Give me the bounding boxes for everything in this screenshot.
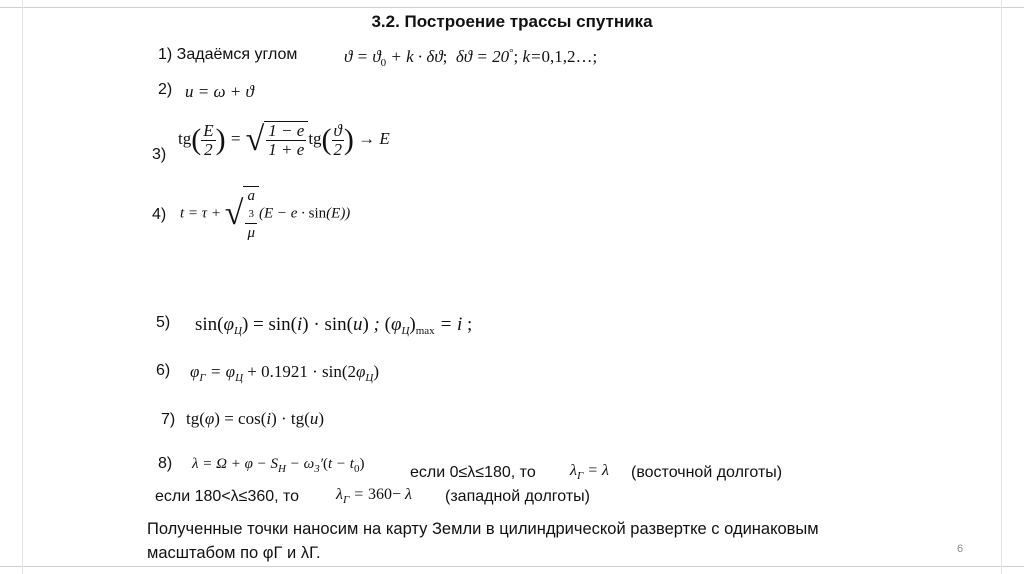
footer-text: Полученные точки наносим на карту Земли в цилиндрической развертке с одинаковым масштабом по φГ и λГ. bbox=[147, 520, 819, 562]
slide-bottom-border bbox=[0, 566, 1024, 567]
slide-right-border bbox=[1001, 0, 1002, 574]
formula-4: t = τ + √ a 3 μ (E − e · sin(E)) bbox=[180, 188, 351, 241]
formula-3: tg( $\frac{E}{2}$ ) = √ $\frac{1 - e}{1 + e}$ tg( $\frac{ϑ}{2}$ ) → E bbox=[178, 120, 390, 159]
formula-7: tg(φ) = cos(i) · tg(u) bbox=[186, 409, 324, 428]
step-5-label: 5) bbox=[156, 314, 171, 331]
west-condition-prefix: если 180<λ≤360, то bbox=[155, 488, 300, 505]
east-condition-suffix: (восточной долготы) bbox=[631, 464, 783, 481]
step-1-label: 1) Задаёмся углом bbox=[158, 46, 298, 63]
formula-6: $\varphi_Г = \varphi_Ц + 0.1921 \cdot \sin(2\varphi_Ц)$ bbox=[190, 362, 380, 384]
slide-top-border bbox=[0, 7, 1024, 8]
step-2-label: 2) bbox=[158, 81, 173, 98]
east-formula: $\lambda_Г = \lambda$ bbox=[570, 462, 609, 482]
west-condition-suffix: (западной долготы) bbox=[445, 488, 590, 505]
formula-8: $\lambda = \Omega + \varphi - S_H - \omega_3'(t - t_0)$ bbox=[192, 456, 365, 475]
step-8-label: 8) bbox=[158, 455, 173, 472]
formula-2: u = ω + ϑ bbox=[185, 82, 254, 101]
step-4-label: 4) bbox=[152, 206, 167, 223]
slide-left-border bbox=[22, 0, 23, 574]
step-6-label: 6) bbox=[156, 362, 171, 379]
step-7-label: 7) bbox=[161, 411, 176, 428]
west-formula: $\lambda_Г = 360- \lambda$ bbox=[336, 486, 412, 506]
slide-title: 3.2. Построение трассы спутника bbox=[371, 12, 653, 31]
east-condition-prefix: если 0≤λ≤180, то bbox=[410, 464, 536, 481]
page-number: 6 bbox=[957, 543, 964, 555]
step-3-label: 3) bbox=[152, 146, 167, 163]
formula-1: $ϑ = ϑ_0 + k \cdot \delta ϑ$; δϑ = 20°; k=0,1,2…; bbox=[344, 47, 598, 69]
formula-5: $\sin(\varphi_Ц) = \sin(i) \cdot \sin(u)$ ; $(\varphi_Ц)_{max} = i$ ; bbox=[195, 314, 473, 337]
